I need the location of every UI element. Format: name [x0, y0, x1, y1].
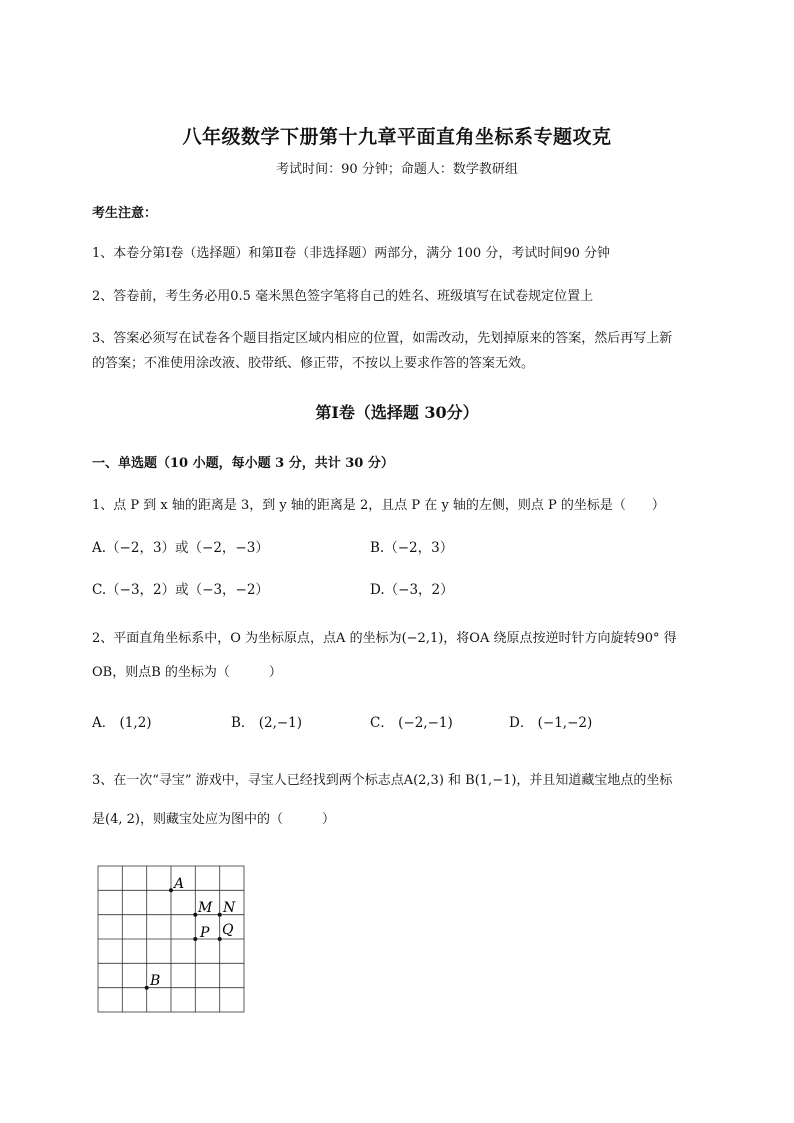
point-p	[193, 937, 197, 941]
q1-option-c[interactable]: C.（−3，2）或（−3，−2）	[92, 582, 269, 598]
q1-option-b[interactable]: B.（−2，3）	[370, 540, 454, 556]
point-b	[145, 986, 149, 990]
notice-heading: 考生注意：	[92, 206, 158, 221]
q1-option-d[interactable]: D.（−3，2）	[370, 582, 454, 598]
notice-item-3: 3、答案必须写在试卷各个题目指定区域内相应的位置，如需改动，先划掉原来的答案，然后再写上新	[92, 331, 673, 346]
part-heading: 一、单选题（10 小题，每小题 3 分，共计 30 分）	[92, 456, 394, 471]
q2-stem-line1: 2、平面直角坐标系中，O 为坐标原点，点A 的坐标为(−2,1)，将OA 绕原点按逆时针方向旋转90° 得	[92, 631, 677, 646]
notice-item-3-cont: 的答案；不准使用涂改液、胶带纸、修正带，不按以上要求作答的答案无效。	[92, 356, 535, 371]
q1-stem: 1、点 P 到 x 轴的距离是 3，到 y 轴的距离是 2，且点 P 在 y 轴的左侧，则点 P 的坐标是（ ）	[92, 498, 665, 513]
label-b: B	[150, 973, 161, 989]
label-n: N	[223, 900, 236, 916]
notice-item-1: 1、本卷分第Ⅰ卷（选择题）和第Ⅱ卷（非选择题）两部分，满分 100 分，考试时间90 分钟	[92, 246, 610, 261]
point-n	[218, 913, 222, 917]
q2-option-d[interactable]: D． (−1,−2)	[509, 715, 593, 731]
exam-subtitle: 考试时间：90 分钟；命题人：数学教研组	[276, 162, 518, 177]
point-m	[193, 913, 197, 917]
q2-stem-line2: OB，则点B 的坐标为（ ）	[92, 665, 282, 680]
q2-option-a[interactable]: A． (1,2)	[92, 715, 152, 731]
notice-item-2: 2、答卷前，考生务必用0.5 毫米黑色签字笔将自己的姓名、班级填写在试卷规定位置上	[92, 289, 594, 304]
label-m: M	[198, 900, 213, 916]
section-title: 第Ⅰ卷（选择题 30分）	[315, 403, 479, 422]
grid-lines	[98, 866, 244, 1012]
grid-diagram	[96, 864, 246, 1014]
q1-option-a[interactable]: A.（−2，3）或（−2，−3）	[92, 540, 269, 556]
point-a	[169, 888, 173, 892]
q2-option-b[interactable]: B． (2,−1)	[231, 715, 303, 731]
label-q: Q	[222, 922, 234, 938]
q3-grid-figure	[96, 864, 246, 1014]
q3-stem-line1: 3、在一次“寻宝” 游戏中，寻宝人已经找到两个标志点A(2,3) 和 B(1,−1)，并且知道藏宝地点的坐标	[92, 773, 673, 788]
q3-stem-line2: 是(4, 2)，则藏宝处应为图中的（ ）	[92, 812, 335, 827]
label-a: A	[174, 876, 185, 892]
q2-option-c[interactable]: C． (−2,−1)	[370, 715, 453, 731]
label-p: P	[200, 925, 210, 941]
exam-title: 八年级数学下册第十九章平面直角坐标系专题攻克	[182, 126, 612, 148]
